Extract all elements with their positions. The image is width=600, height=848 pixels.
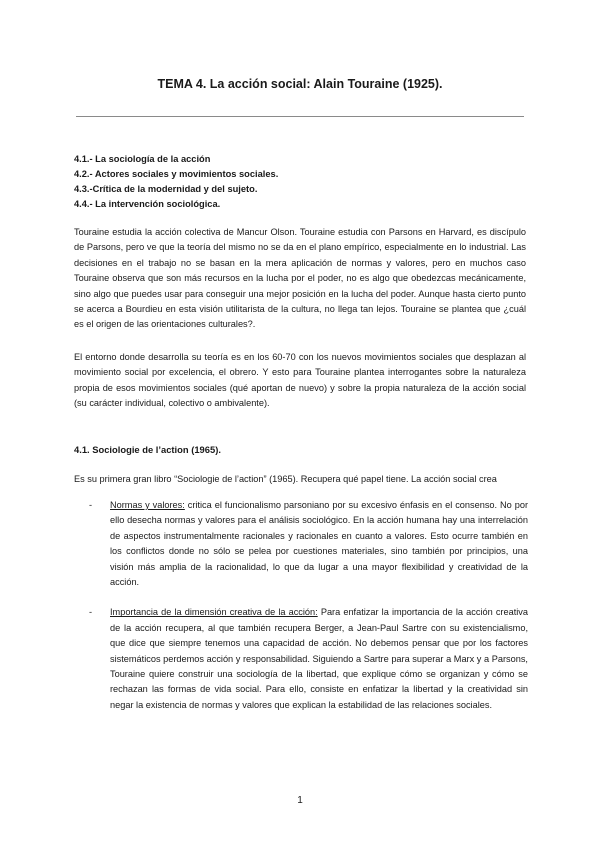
- bullet-lead: Normas y valores:: [110, 500, 185, 510]
- document-title: TEMA 4. La acción social: Alain Touraine (1925).: [157, 77, 443, 91]
- section-paragraph: Es su primera gran libro “Sociologie de l’action” (1965). Recupera qué papel tiene. La acción social crea: [74, 474, 497, 484]
- bullet-text: critica el funcionalismo parsoniano por su excesivo énfasis en el consenso. No por ello desecha normas y valores para el análisis sociológico. En la acción humana hay una interrelación de aspectos instrumentalmente racionales y racionales en cuanto a valores. Esto ocurre también en los conflictos donde no sólo se pelea por cuestiones materiales, sino también por principios, una visión más amplia de la racionalidad, lo que da lugar a una mayor flexibilidad y creatividad de la acción.: [110, 500, 529, 588]
- title-year: 1925: [407, 77, 435, 91]
- bullet-item-creatividad: [74, 605, 528, 713]
- intro-paragraph-1: Touraine estudia la acción colectiva de Mancur Olson. Touraine estudia con Parsons en Harvard, es discípulo de Parsons, pero ve que la teoría del mismo no se da en el plano empírico, especialmente en lo industrial. Las decisiones en el trabajo no se basan en la mera aplicación de normas y valores, pero en muchos caso Touraine observa que son más recursos en la lucha por el poder, no es algo que obedezcas mecánicamente, sino algo que puedes usar para conseguir una mejor posición en la lucha del poder. Aunque hasta cierto punto se acerca a Bourdieu en esta visión utilitarista de la cultura, no llega tan lejos. Touraine se plantea que ¿cuál es el origen de las orientaciones culturales?.: [74, 227, 526, 330]
- bullet-dash: -: [89, 607, 93, 618]
- toc-item-4-2: 4.2.- Actores sociales y movimientos sociales.: [74, 169, 279, 179]
- toc-item-4-3: 4.3.-Crítica de la modernidad y del sujeto.: [74, 184, 258, 194]
- intro-paragraph-2: El entorno donde desarrolla su teoría es en los 60-70 con los nuevos movimientos sociales que desplazan al movimiento social por excelencia, el obrero. Y esto para Touraine plantea interrogantes sobre la naturaleza propia de esos movimientos sociales (qué aportan de nuevo) y sobre la propia naturaleza de la acción social (su carácter individual, colectivo o ambivalente).: [74, 352, 526, 409]
- bullet-list: [74, 498, 528, 713]
- title-divider: [76, 116, 524, 117]
- section-heading-4-1: 4.1. Sociologie de l’action (1965).: [74, 444, 221, 455]
- table-of-contents: [74, 152, 534, 212]
- bullet-item-normas: [74, 498, 528, 590]
- bullet-text: Para enfatizar la importancia de la acción creativa de la acción recupera, al que también recupera Berger, a Jean-Paul Sartre con su existencialismo, que dice que siempre tenemos una capacidad de acción. No debemos pensar que por los factores sistemáticos perdemos acción y responsabilidad. Siguiendo a Sartre para superar a Marx y a Parsons, Touraine quiere construir una sociología de la libertad, que explique cómo se organizan y cómo se rechazan las formas de vida social. Para ello, consiste en enfatizar la libertad y la creatividad sin negar la existencia de normas y valores que explican la estabilidad de las relaciones sociales.: [110, 607, 528, 710]
- toc-item-4-1: 4.1.- La sociología de la acción: [74, 154, 211, 164]
- page-number: 1: [297, 795, 303, 806]
- toc-item-4-4: 4.4.- La intervención sociológica.: [74, 199, 221, 209]
- bullet-lead: Importancia de la dimensión creativa de la acción:: [110, 607, 318, 618]
- bullet-dash: -: [89, 500, 93, 510]
